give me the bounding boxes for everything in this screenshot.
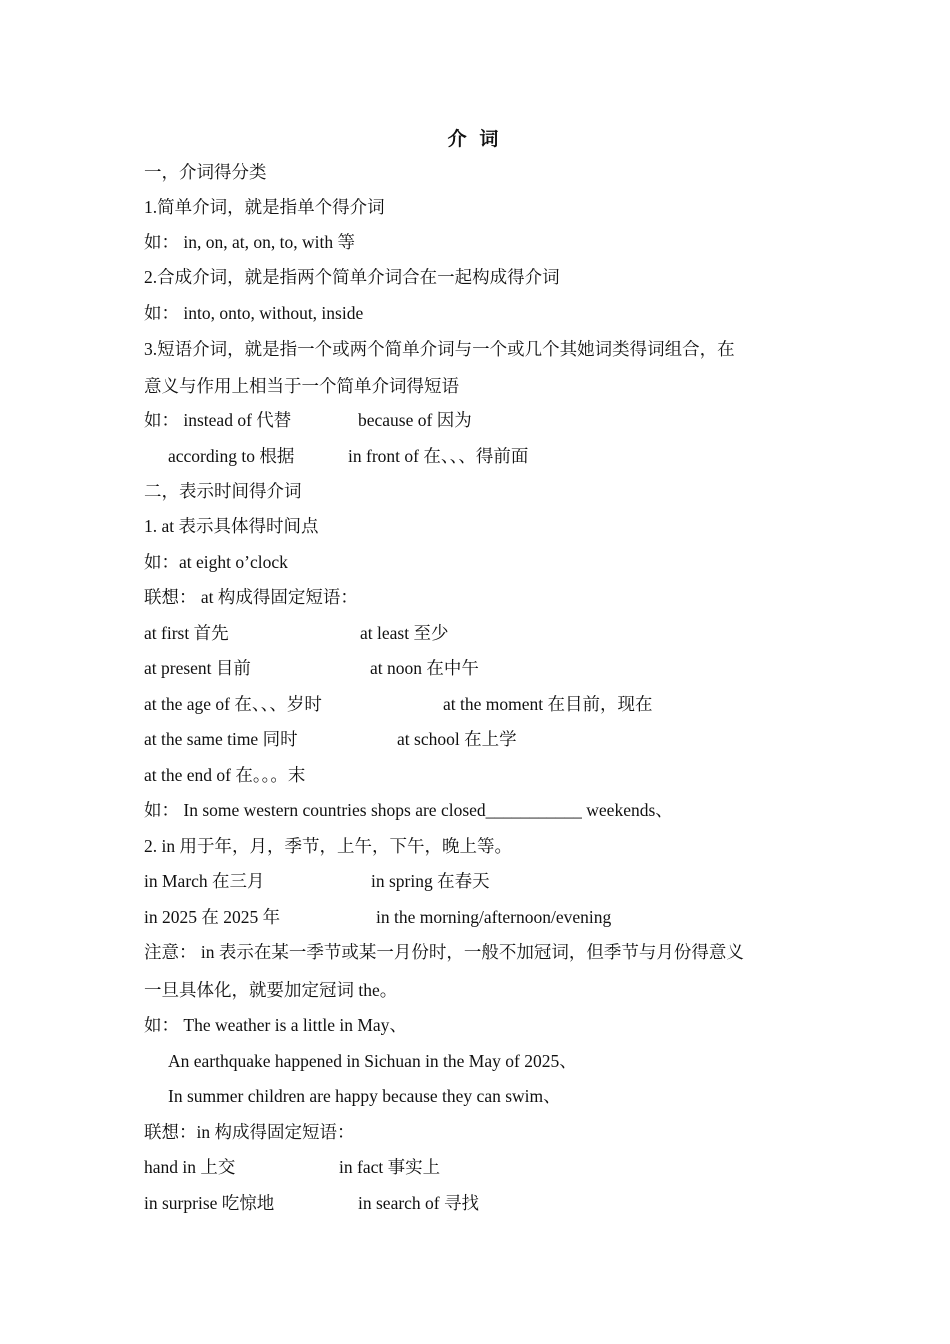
phrase: at present 目前: [144, 658, 251, 678]
text-line: 联想：in 构成得固定短语：: [144, 1122, 355, 1142]
phrase: in March 在三月: [144, 871, 265, 891]
phrase: at the same time 同时: [144, 729, 298, 749]
note-line: 一旦具体化，就要加定冠词 the。: [144, 980, 398, 1000]
example-line: An earthquake happened in Sichuan in the May of 2025、: [168, 1051, 577, 1071]
example-row: [144, 408, 472, 432]
example-term: 如： instead of 代替: [144, 410, 292, 430]
phrase-row: [144, 656, 479, 680]
phrase: in fact 事实上: [339, 1157, 441, 1177]
example-term: because of 因为: [358, 410, 472, 430]
example-line: 如：at eight o’clock: [144, 552, 288, 572]
example-term: in front of 在、、、得前面: [348, 446, 529, 466]
phrase: in 2025 在 2025 年: [144, 907, 281, 927]
phrase-row: [144, 869, 490, 893]
section-heading: 一，介词得分类: [144, 162, 267, 182]
section-heading: 二，表示时间得介词: [144, 481, 302, 501]
phrase: at the moment 在目前，现在: [443, 694, 653, 714]
phrase: at the end of 在。。。末: [144, 765, 306, 785]
phrase-row: [144, 621, 449, 645]
note-line: 注意： in 表示在某一季节或某一月份时，一般不加冠词，但季节与月份得意义: [144, 942, 744, 962]
text-line: 2. in 用于年，月，季节，上午，下午，晚上等。: [144, 836, 512, 856]
example-term: according to 根据: [168, 446, 295, 466]
phrase-row: [144, 1155, 441, 1179]
phrase: in surprise 吃惊地: [144, 1193, 275, 1213]
phrase: in search of 寻找: [358, 1193, 480, 1213]
phrase: at first 首先: [144, 623, 229, 643]
page-title: 介 词: [447, 129, 503, 150]
text-line: 2.合成介词，就是指两个简单介词合在一起构成得介词: [144, 267, 560, 287]
phrase-row: [144, 692, 653, 716]
text-line: 意义与作用上相当于一个简单介词得短语: [144, 376, 459, 396]
phrase-row: [144, 1191, 480, 1215]
phrase: at the age of 在、、、岁时: [144, 694, 322, 714]
text-line: 1.简单介词，就是指单个得介词: [144, 197, 385, 217]
phrase: in the morning/afternoon/evening: [376, 907, 612, 927]
example-line: In summer children are happy because they can swim、: [168, 1086, 561, 1106]
phrase: at school 在上学: [397, 729, 517, 749]
phrase-row: [144, 727, 517, 751]
example-row: [168, 444, 529, 468]
phrase: at noon 在中午: [370, 658, 479, 678]
exercise-line: 如： In some western countries shops are closed___________ weekends、: [144, 800, 673, 820]
example-line: 如： The weather is a little in May、: [144, 1015, 407, 1035]
phrase: hand in 上交: [144, 1157, 236, 1177]
phrase: in spring 在春天: [371, 871, 490, 891]
phrase: at least 至少: [360, 623, 449, 643]
example-line: 如： into, onto, without, inside: [144, 303, 364, 323]
example-line: 如： in, on, at, on, to, with 等: [144, 232, 355, 252]
text-line: 1. at 表示具体得时间点: [144, 516, 319, 536]
text-line: 联想： at 构成得固定短语：: [144, 587, 358, 607]
phrase-row: [144, 905, 612, 929]
text-line: 3.短语介词，就是指一个或两个简单介词与一个或几个其她词类得词组合，在: [144, 339, 735, 359]
